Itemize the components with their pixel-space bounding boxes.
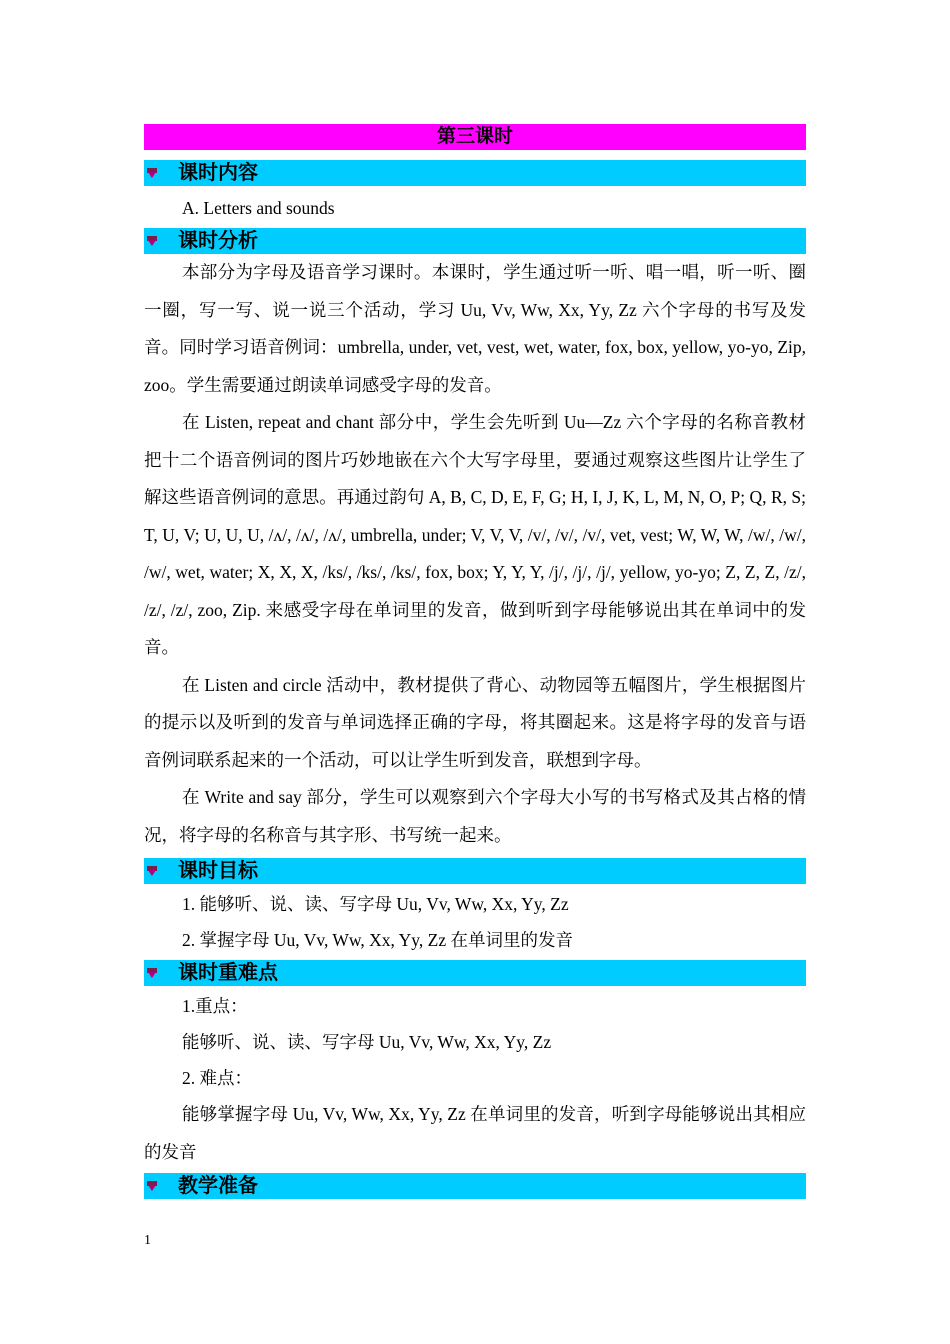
difficulty-label: 2. 难点： xyxy=(182,1068,252,1088)
analysis-paragraph: 在 Write and say 部分，学生可以观察到六个字母大小写的书写格式及其占格的情况，将字母的名称音与其字形、书写统一起来。 xyxy=(144,787,806,845)
analysis-paragraph: 在 Listen, repeat and chant 部分中，学生会先听到 Uu—Zz 六个字母的名称音教材把十二个语音例词的图片巧妙地嵌在六个大写字母里，要通过观察这些图片让学生了解这些语音例词的意思。再通过韵句 A, B, C, D, E, F, G; H, I, J, K, L, M, N, O, P; Q, R, S; T, U, V; U, U, U, /ʌ/, /ʌ/, /ʌ/, umbrella, under; V, V, V, /v/, /v/, /v/, vet, vest; W, W, W, /w/, /w/, /w/, wet, water; X, X, X, /ks/, /ks/, /ks/, fox, box; Y, Y, Y, /j/, /j/, /j/, yellow, yo-yo; Z, Z, Z, /z/, /z/, /z/, zoo, Zip. 来感受字母在单词里的发音，做到听到字母能够说出其在单词中的发音。 xyxy=(144,412,806,657)
lesson-title: 第三课时 xyxy=(144,124,806,150)
section-heading-preparation xyxy=(144,1173,806,1199)
section-heading-text: 教学准备 xyxy=(178,1175,258,1197)
section-heading-content xyxy=(144,160,806,186)
section-heading-text: 课时目标 xyxy=(178,860,258,882)
document-page xyxy=(144,124,806,1199)
bullet-arrow-icon xyxy=(147,236,157,246)
difficulty-text: 能够掌握字母 Uu, Vv, Ww, Xx, Yy, Zz 在单词里的发音，听到字母能够说出其相应的发音 xyxy=(144,1104,806,1162)
objective-line: 2. 掌握字母 Uu, Vv, Ww, Xx, Yy, Zz 在单词里的发音 xyxy=(182,930,573,950)
section-heading-text: 课时重难点 xyxy=(178,962,278,984)
bullet-arrow-icon xyxy=(147,1181,157,1191)
page-number: 1 xyxy=(144,1233,151,1248)
section-heading-text: 课时分析 xyxy=(178,230,258,252)
key-point-text: 能够听、说、读、写字母 Uu, Vv, Ww, Xx, Yy, Zz xyxy=(182,1032,552,1052)
bullet-arrow-icon xyxy=(147,168,157,178)
analysis-paragraph: 本部分为字母及语音学习课时。本课时，学生通过听一听、唱一唱，听一听、圈一圈，写一写、说一说三个活动，学习 Uu, Vv, Ww, Xx, Yy, Zz 六个字母的书写及发音。同时学习语音例词：umbrella, under, vet, vest, wet, water, fox, box, yellow, yo-yo, Zip, zoo。学生需要通过朗读单词感受字母的发音。 xyxy=(144,262,806,395)
key-point-label: 1.重点： xyxy=(182,996,248,1016)
section-heading-objectives xyxy=(144,858,806,884)
analysis-paragraph: 在 Listen and circle 活动中，教材提供了背心、动物园等五幅图片，学生根据图片的提示以及听到的发音与单词选择正确的字母，将其圈起来。这是将字母的发音与语音例词联系起来的一个活动，可以让学生听到发音，联想到字母。 xyxy=(144,674,806,770)
bullet-arrow-icon xyxy=(147,866,157,876)
bullet-arrow-icon xyxy=(147,968,157,978)
section-heading-key-points xyxy=(144,960,806,986)
section-heading-analysis xyxy=(144,228,806,254)
section-heading-text: 课时内容 xyxy=(178,162,258,184)
objective-line: 1. 能够听、说、读、写字母 Uu, Vv, Ww, Xx, Yy, Zz xyxy=(182,894,569,914)
content-line: A. Letters and sounds xyxy=(182,198,335,218)
